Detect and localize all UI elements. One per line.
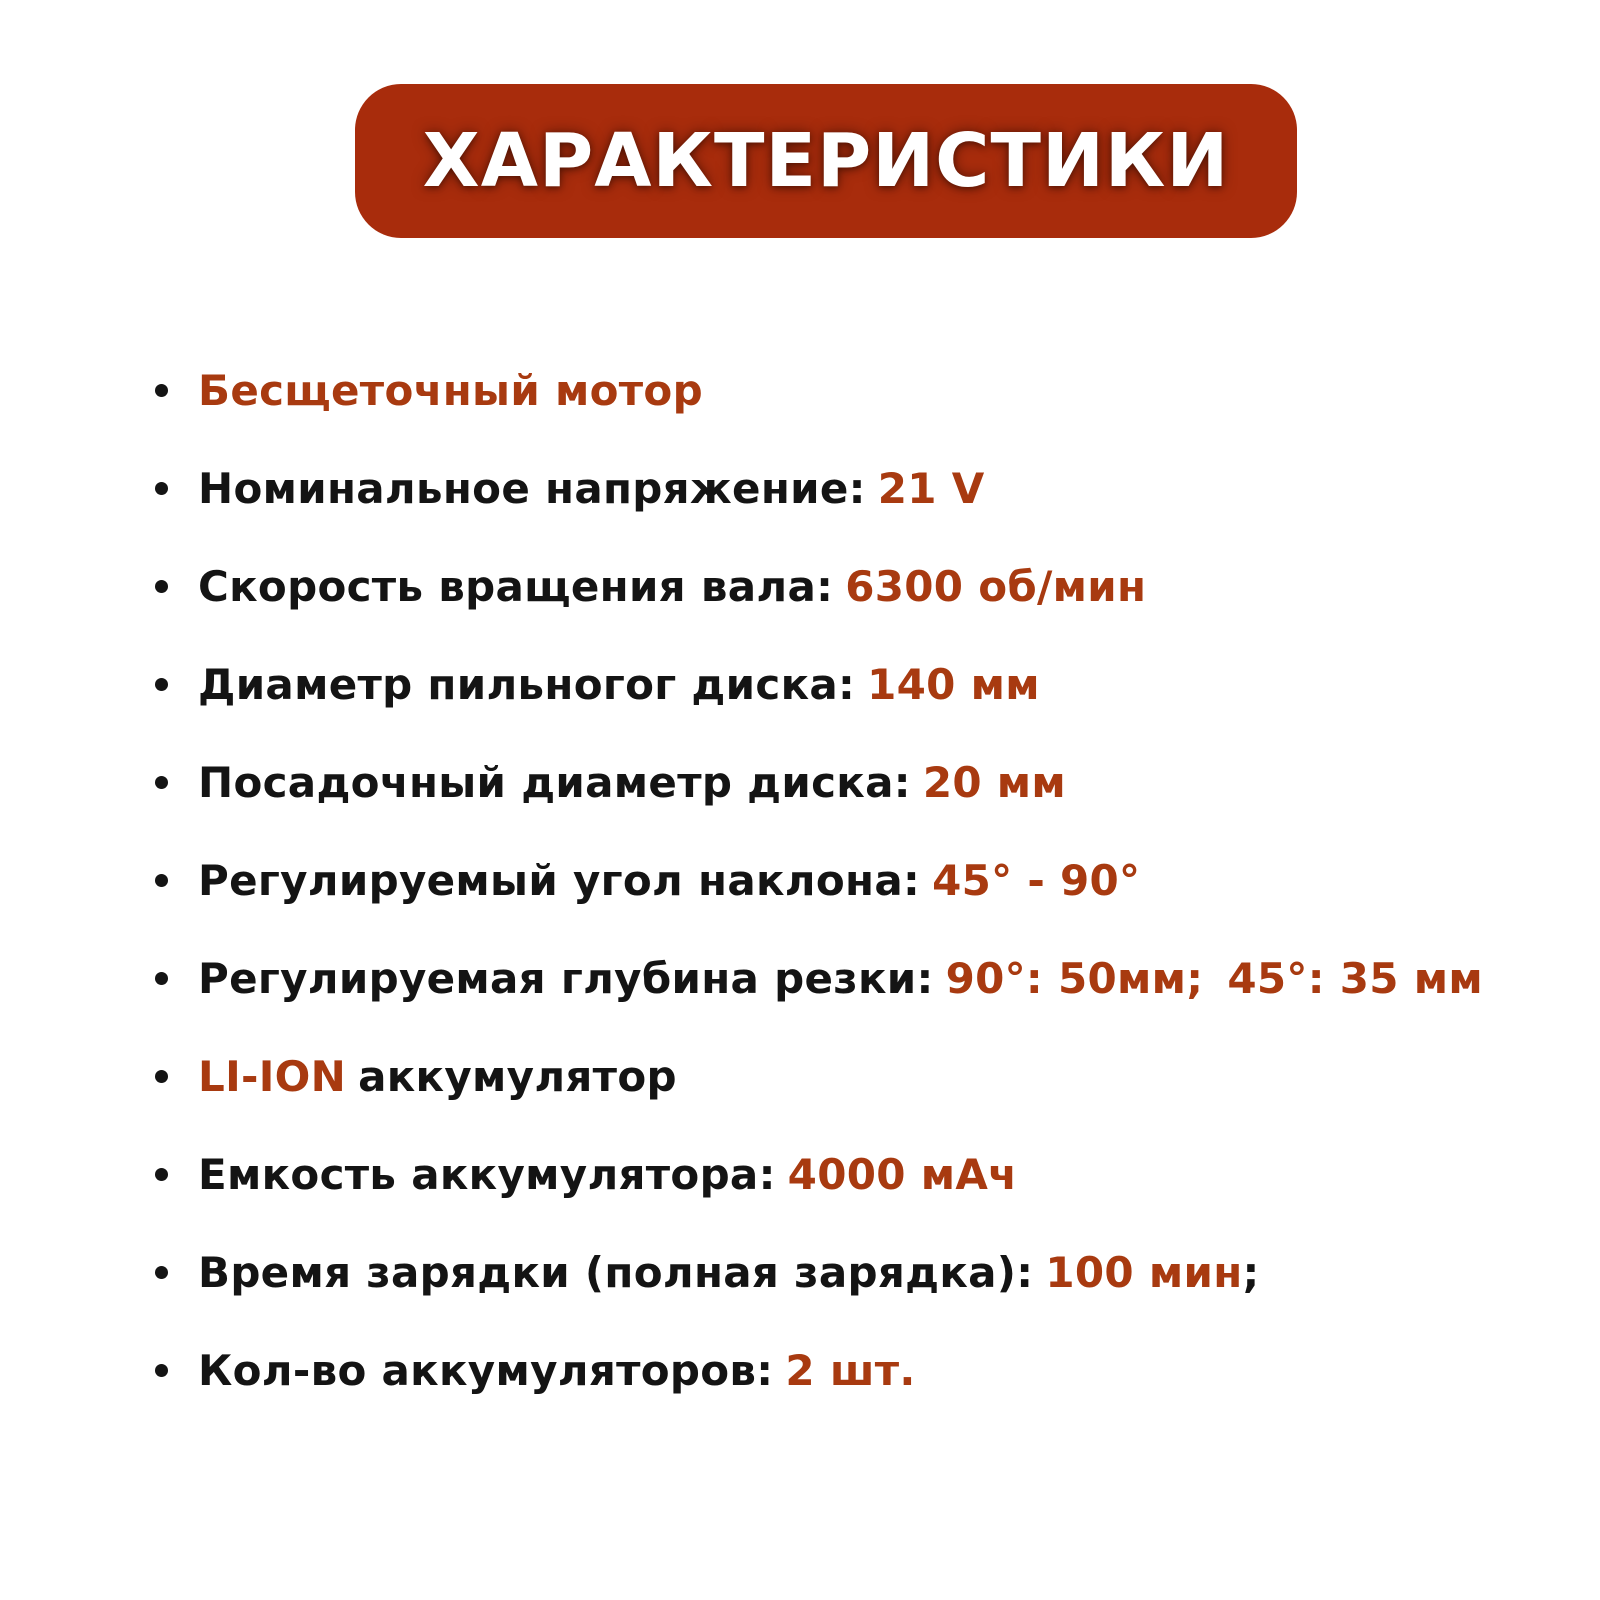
bullet-icon xyxy=(155,678,168,691)
title-banner xyxy=(355,84,1297,238)
bullet-icon xyxy=(155,972,168,985)
spec-value: 45° - 90° xyxy=(932,855,1141,905)
bullet-icon xyxy=(155,874,168,887)
spec-item-battery-count xyxy=(155,1340,916,1400)
spec-value: 140 мм xyxy=(867,659,1040,709)
bullet-icon xyxy=(155,776,168,789)
spec-item-voltage xyxy=(155,458,985,518)
spec-item-bore-diameter xyxy=(155,752,1066,812)
spec-label: Регулируемая глубина резки: xyxy=(198,953,934,1003)
spec-value: 21 V xyxy=(877,463,985,513)
bullet-icon xyxy=(155,384,168,397)
spec-label: Номинальное напряжение: xyxy=(198,463,866,513)
spec-item-battery-type xyxy=(155,1046,677,1106)
spec-label: Диаметр пильногог диска: xyxy=(198,659,856,709)
spec-label: Регулируемый угол наклона: xyxy=(198,855,921,905)
spec-value: 4000 мАч xyxy=(787,1149,1018,1199)
spec-item-battery-capacity xyxy=(155,1144,1017,1204)
bullet-icon xyxy=(155,1168,168,1181)
spec-value: 6300 об/мин xyxy=(845,561,1147,611)
spec-label: Кол-во аккумуляторов: xyxy=(198,1345,774,1395)
spec-value: 90°: 50мм; xyxy=(945,953,1204,1003)
spec-item-charge-time xyxy=(155,1242,1260,1302)
spec-label: Посадочный диаметр диска: xyxy=(198,757,911,807)
bullet-icon xyxy=(155,580,168,593)
spec-item-tilt-angle xyxy=(155,850,1140,910)
bullet-icon xyxy=(155,1364,168,1377)
spec-suffix: ; xyxy=(1242,1247,1260,1297)
bullet-icon xyxy=(155,1266,168,1279)
spec-item-speed xyxy=(155,556,1146,616)
spec-value: 2 шт. xyxy=(785,1345,916,1395)
spec-item-cut-depth xyxy=(155,948,1483,1008)
page-title: ХАРАКТЕРИСТИКИ xyxy=(422,118,1230,204)
spec-suffix: аккумулятор xyxy=(358,1051,677,1101)
spec-value-secondary: 45°: 35 мм xyxy=(1227,953,1483,1003)
bullet-icon xyxy=(155,482,168,495)
spec-value: 20 мм xyxy=(922,757,1067,807)
spec-accent-text: Бесщеточный мотор xyxy=(198,365,703,415)
spec-label: Время зарядки (полная зарядка): xyxy=(198,1247,1034,1297)
spec-item-disc-diameter xyxy=(155,654,1040,714)
spec-value: 100 мин xyxy=(1045,1247,1243,1297)
spec-label: Скорость вращения вала: xyxy=(198,561,834,611)
spec-label: Емкость аккумулятора: xyxy=(198,1149,776,1199)
spec-item-motor xyxy=(155,360,703,420)
spec-accent-text: LI-ION xyxy=(198,1051,347,1101)
bullet-icon xyxy=(155,1070,168,1083)
